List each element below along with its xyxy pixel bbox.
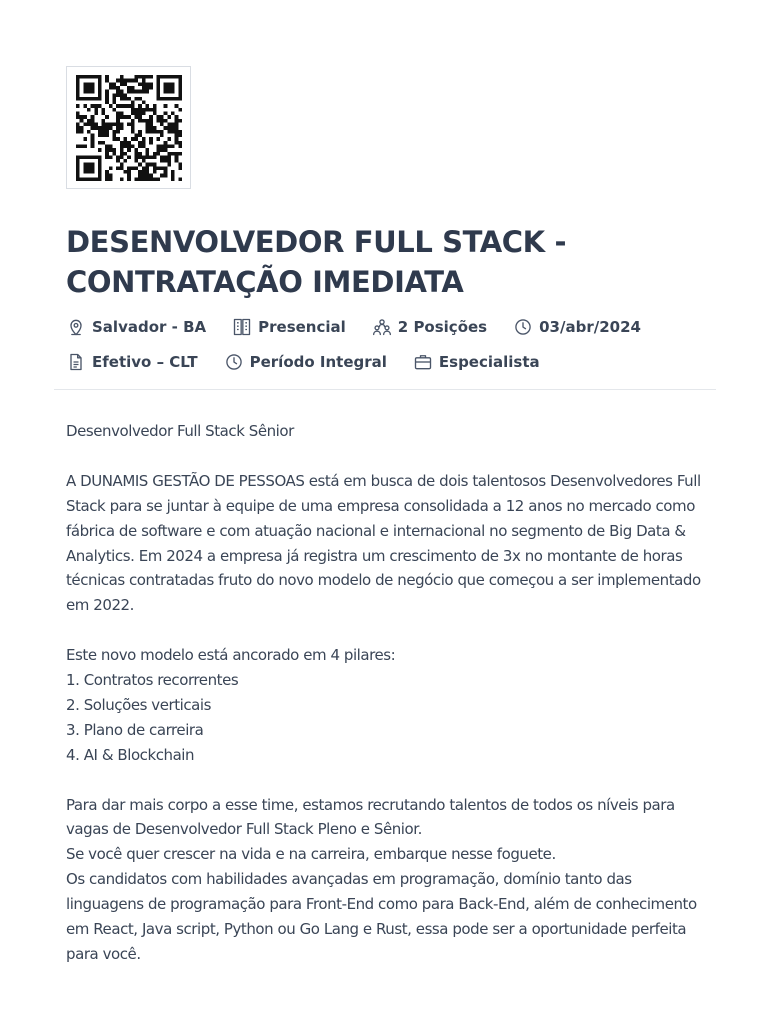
pillars-intro: Este novo modelo está ancorado em 4 pilares: xyxy=(66,646,396,665)
meta-date-text: 03/abr/2024 xyxy=(539,318,641,336)
map-pin-icon xyxy=(66,317,86,337)
description-paragraph-4: Os candidatos com habilidades avançadas em programação, domínio tanto das linguagens de programação para Front-End como para Back-End, além de conhecimento em React, Java script, Python ou Go Lang e Rust, essa pode ser a oportunidade perfeita para você. xyxy=(66,870,697,963)
pillar-item: 3. Plano de carreira xyxy=(66,720,204,739)
meta-modality xyxy=(232,317,346,337)
job-description xyxy=(66,419,706,967)
building-icon xyxy=(232,317,252,337)
briefcase-icon xyxy=(413,352,433,372)
description-paragraph-2: Para dar mais corpo a esse time, estamos recrutando talentos de todos os níveis para vagas de Desenvolvedor Full Stack Pleno e Sênior. xyxy=(66,795,675,839)
meta-schedule-text: Período Integral xyxy=(249,353,387,371)
meta-schedule xyxy=(224,352,387,372)
meta-location xyxy=(66,317,206,337)
qr-code-icon xyxy=(75,75,183,181)
document-icon xyxy=(66,352,86,372)
clock-icon xyxy=(224,352,244,372)
meta-positions-text: 2 Posições xyxy=(397,318,488,336)
job-title: DESENVOLVEDOR FULL STACK - CONTRATAÇÃO IMEDIATA xyxy=(66,225,567,299)
meta-level xyxy=(413,352,540,372)
people-icon xyxy=(372,317,392,337)
meta-modality-text: Presencial xyxy=(258,318,346,336)
meta-level-text: Especialista xyxy=(438,353,540,371)
description-paragraph-3: Se você quer crescer na vida e na carreira, embarque nesse foguete. xyxy=(66,845,556,864)
job-meta-row-2 xyxy=(66,352,566,372)
clock-icon xyxy=(513,317,533,337)
meta-positions xyxy=(372,317,487,337)
pillar-item: 4. AI & Blockchain xyxy=(66,745,195,764)
meta-date xyxy=(513,317,641,337)
pillar-item: 1. Contratos recorrentes xyxy=(66,671,239,690)
meta-contract xyxy=(66,352,198,372)
description-paragraph-1: A DUNAMIS GESTÃO DE PESSOAS está em busca de dois talentosos Desenvolvedores Full Stack para se juntar à equipe de uma empresa consolidada a 12 anos no mercado como fábrica de software e com atuação nacional e internacional no segmento de Big Data & Analytics. Em 2024 a empresa já registra um crescimento de 3x no montante de horas técnicas contratadas fruto do novo modelo de negócio que começou a ser implementado em 2022. xyxy=(66,471,701,615)
pillar-item: 2. Soluções verticais xyxy=(66,695,211,714)
description-heading: Desenvolvedor Full Stack Sênior xyxy=(66,422,294,440)
qr-code xyxy=(66,66,191,189)
job-meta-row-1 xyxy=(66,317,667,337)
meta-contract-text: Efetivo – CLT xyxy=(92,353,198,371)
section-divider xyxy=(54,389,716,390)
meta-location-text: Salvador - BA xyxy=(92,318,207,336)
